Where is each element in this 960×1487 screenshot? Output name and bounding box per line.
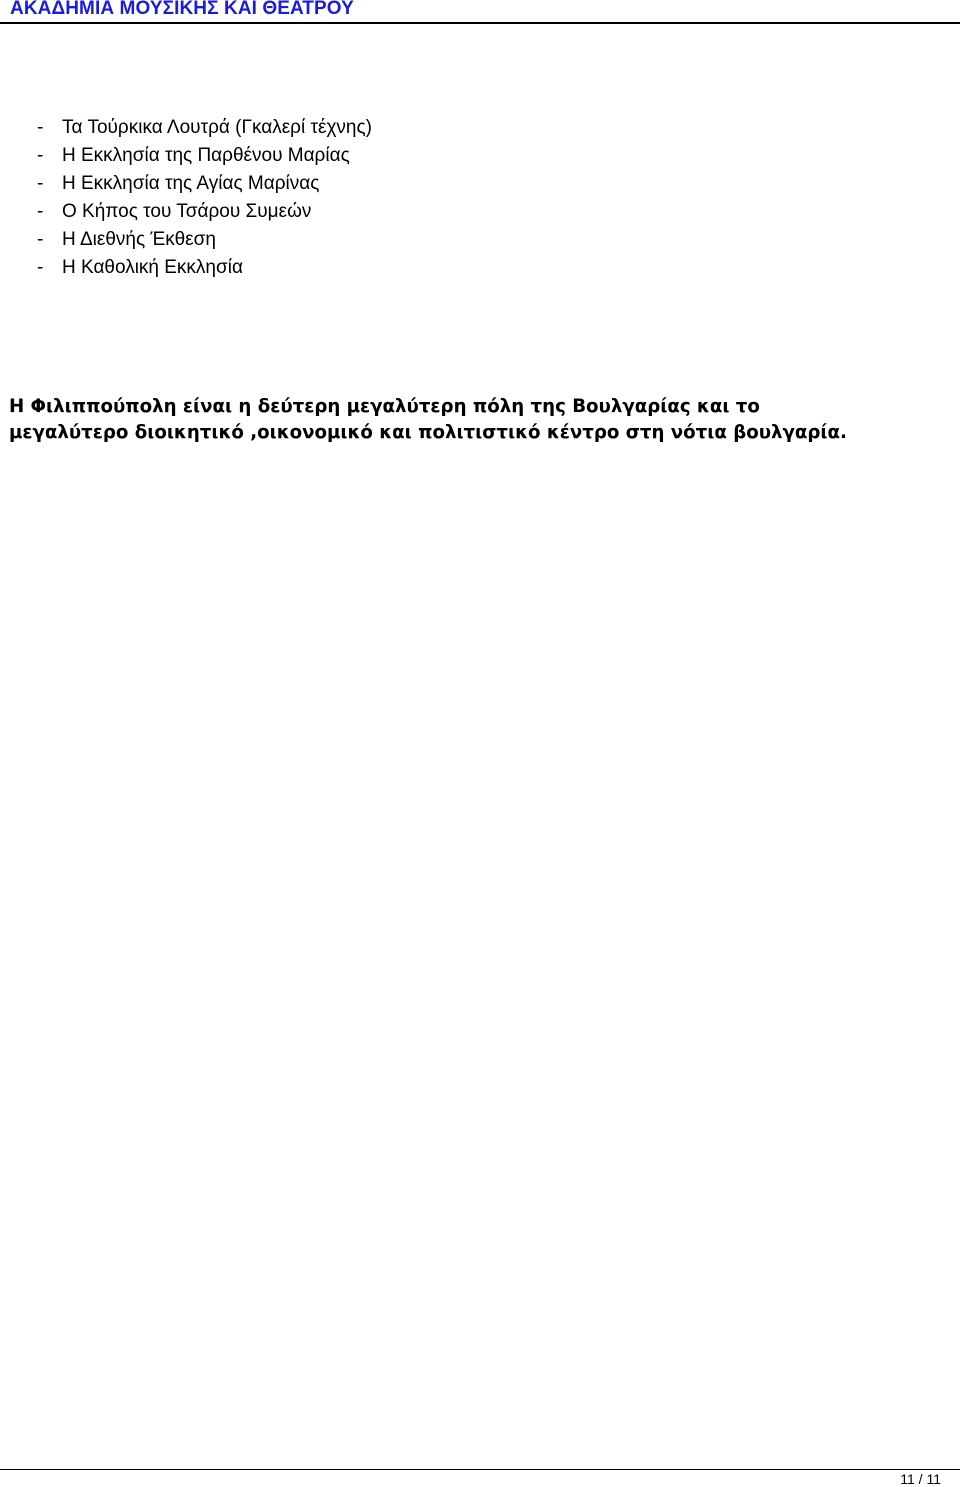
- list-item-text: Η Διεθνής Έκθεση: [62, 229, 216, 250]
- list-item-text: Η Εκκλησία της Παρθένου Μαρίας: [62, 145, 350, 166]
- dash-marker: -: [37, 201, 44, 222]
- list-item: [37, 226, 372, 254]
- dash-marker: -: [37, 145, 44, 166]
- page-number: 11 / 11: [900, 1471, 941, 1487]
- page-header: [0, 0, 960, 23]
- list-item-text: Τα Τούρκικα Λουτρά (Γκαλερί τέχνης): [62, 117, 372, 138]
- paragraph-line: Η Φιλιππούπολη είναι η δεύτερη μεγαλύτερη πόλη της Βουλγαρίας και το: [9, 396, 760, 417]
- paragraph-line: μεγαλύτερο διοικητικό ,οικονομικό και πολιτιστικό κέντρο στη νότια βουλγαρία.: [9, 422, 847, 443]
- dash-marker: -: [37, 257, 44, 278]
- list-item-text: Η Καθολική Εκκλησία: [62, 257, 243, 278]
- list-item: [37, 198, 372, 226]
- dash-marker: -: [37, 229, 44, 250]
- dash-marker: -: [37, 173, 44, 194]
- list-item: [37, 114, 372, 142]
- list-item-text: Ο Κήπος του Τσάρου Συμεών: [62, 201, 312, 222]
- dash-marker: -: [37, 117, 44, 138]
- list-item-text: Η Εκκλησία της Αγίας Μαρίνας: [62, 173, 320, 194]
- attractions-list: [37, 114, 372, 282]
- header-divider: [0, 22, 960, 24]
- list-item: [37, 142, 372, 170]
- list-item: [37, 254, 372, 282]
- footer-divider: [0, 1469, 960, 1470]
- body-paragraph: [9, 394, 954, 446]
- list-item: [37, 170, 372, 198]
- document-title: ΑΚΑΔΗΜΙΑ ΜΟΥΣΙΚΗΣ ΚΑΙ ΘΕΑΤΡΟΥ: [10, 0, 354, 19]
